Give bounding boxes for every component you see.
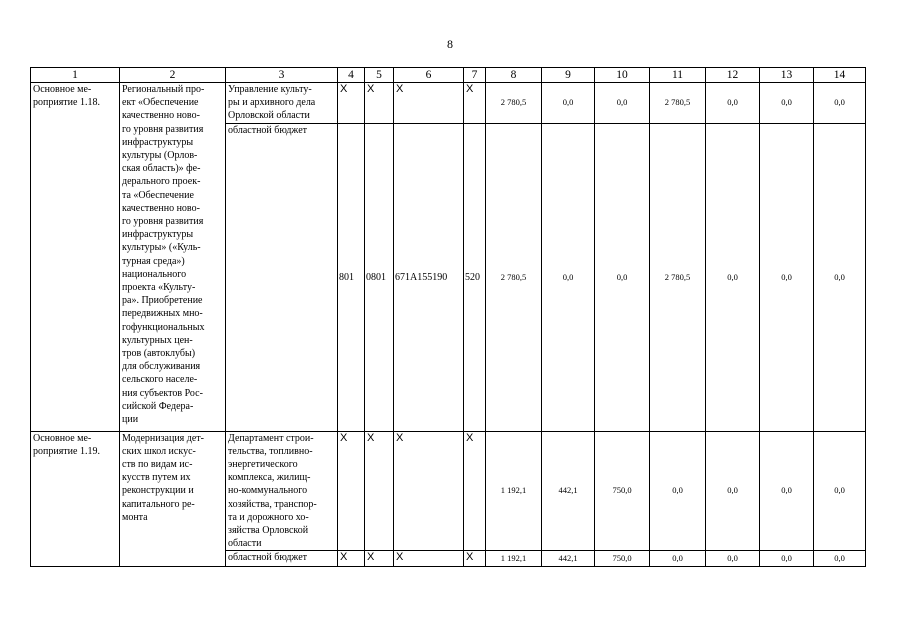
code-cell: X bbox=[394, 551, 464, 567]
header-cell: 4 bbox=[338, 68, 365, 83]
header-cell: 10 bbox=[595, 68, 650, 83]
code-cell: X bbox=[338, 83, 365, 124]
value-cell: 0,0 bbox=[542, 83, 595, 124]
value-cell: 442,1 bbox=[542, 551, 595, 567]
header-cell: 8 bbox=[486, 68, 542, 83]
value-cell: 750,0 bbox=[595, 551, 650, 567]
description-cell: Региональный про- ект «Обеспечение качественно ново- го уровня развития инфраструктуры культуры (Орлов- ская область)» фе- дерального проек- та «Обеспечение качественно ново- го уровня развития инфраструктуры культуры» («Куль- турная среда») национального проекта «Культу- ра». Приобретение передвижных мно- гофункциональных культурных цен- тров (автоклубы) для обслуживания сельского населе- ния субъектов Рос- сийской Федера- ции bbox=[120, 83, 226, 432]
value-cell: 0,0 bbox=[706, 431, 760, 551]
header-cell: 5 bbox=[365, 68, 394, 83]
value-cell: 1 192,1 bbox=[486, 431, 542, 551]
value-cell: 0,0 bbox=[760, 551, 814, 567]
code-cell: X bbox=[394, 83, 464, 124]
table-row bbox=[31, 83, 866, 124]
value-cell: 0,0 bbox=[760, 431, 814, 551]
header-cell: 11 bbox=[650, 68, 706, 83]
code-cell: 671A155190 bbox=[394, 123, 464, 431]
code-cell: X bbox=[394, 431, 464, 551]
header-cell: 2 bbox=[120, 68, 226, 83]
header-cell: 12 bbox=[706, 68, 760, 83]
code-cell: X bbox=[365, 83, 394, 124]
value-cell: 0,0 bbox=[814, 123, 866, 431]
value-cell: 0,0 bbox=[814, 551, 866, 567]
page-number: 8 bbox=[447, 37, 453, 51]
budget-table bbox=[30, 67, 866, 567]
value-cell: 750,0 bbox=[595, 431, 650, 551]
header-cell: 9 bbox=[542, 68, 595, 83]
value-cell: 0,0 bbox=[595, 83, 650, 124]
value-cell: 1 192,1 bbox=[486, 551, 542, 567]
code-cell: X bbox=[365, 431, 394, 551]
value-cell: 0,0 bbox=[650, 551, 706, 567]
code-cell: 0801 bbox=[365, 123, 394, 431]
value-cell: 0,0 bbox=[706, 83, 760, 124]
header-cell: 7 bbox=[464, 68, 486, 83]
code-cell: X bbox=[464, 551, 486, 567]
code-cell: 520 bbox=[464, 123, 486, 431]
value-cell: 0,0 bbox=[706, 123, 760, 431]
value-cell: 0,0 bbox=[814, 431, 866, 551]
value-cell: 0,0 bbox=[760, 123, 814, 431]
code-cell: X bbox=[338, 551, 365, 567]
value-cell: 0,0 bbox=[650, 431, 706, 551]
executor-cell: областной бюджет bbox=[226, 551, 338, 567]
value-cell: 2 780,5 bbox=[486, 123, 542, 431]
value-cell: 2 780,5 bbox=[650, 83, 706, 124]
description-cell: Модернизация дет- ских школ искус- ств по видам ис- кусств путем их реконструкции и капитального ре- монта bbox=[120, 431, 226, 567]
header-cell: 14 bbox=[814, 68, 866, 83]
code-cell: 801 bbox=[338, 123, 365, 431]
code-cell: X bbox=[464, 83, 486, 124]
activity-cell: Основное ме- роприятие 1.19. bbox=[31, 431, 120, 567]
value-cell: 0,0 bbox=[706, 551, 760, 567]
header-cell: 13 bbox=[760, 68, 814, 83]
executor-cell: областной бюджет bbox=[226, 123, 338, 431]
code-cell: X bbox=[338, 431, 365, 551]
header-row bbox=[31, 68, 866, 83]
header-cell: 6 bbox=[394, 68, 464, 83]
value-cell: 0,0 bbox=[595, 123, 650, 431]
value-cell: 2 780,5 bbox=[486, 83, 542, 124]
code-cell: X bbox=[365, 551, 394, 567]
value-cell: 0,0 bbox=[760, 83, 814, 124]
executor-cell: Департамент строи- тельства, топливно- энергетического комплекса, жилищ- но-коммунального хозяйства, транспор- та и дорожного хо- зяйства Орловской области bbox=[226, 431, 338, 551]
code-cell: X bbox=[464, 431, 486, 551]
header-cell: 1 bbox=[31, 68, 120, 83]
value-cell: 0,0 bbox=[542, 123, 595, 431]
header-cell: 3 bbox=[226, 68, 338, 83]
activity-cell: Основное ме- роприятие 1.18. bbox=[31, 83, 120, 432]
table-row bbox=[31, 431, 866, 551]
value-cell: 2 780,5 bbox=[650, 123, 706, 431]
executor-cell: Управление культу- ры и архивного дела Орловской области bbox=[226, 83, 338, 124]
value-cell: 442,1 bbox=[542, 431, 595, 551]
value-cell: 0,0 bbox=[814, 83, 866, 124]
